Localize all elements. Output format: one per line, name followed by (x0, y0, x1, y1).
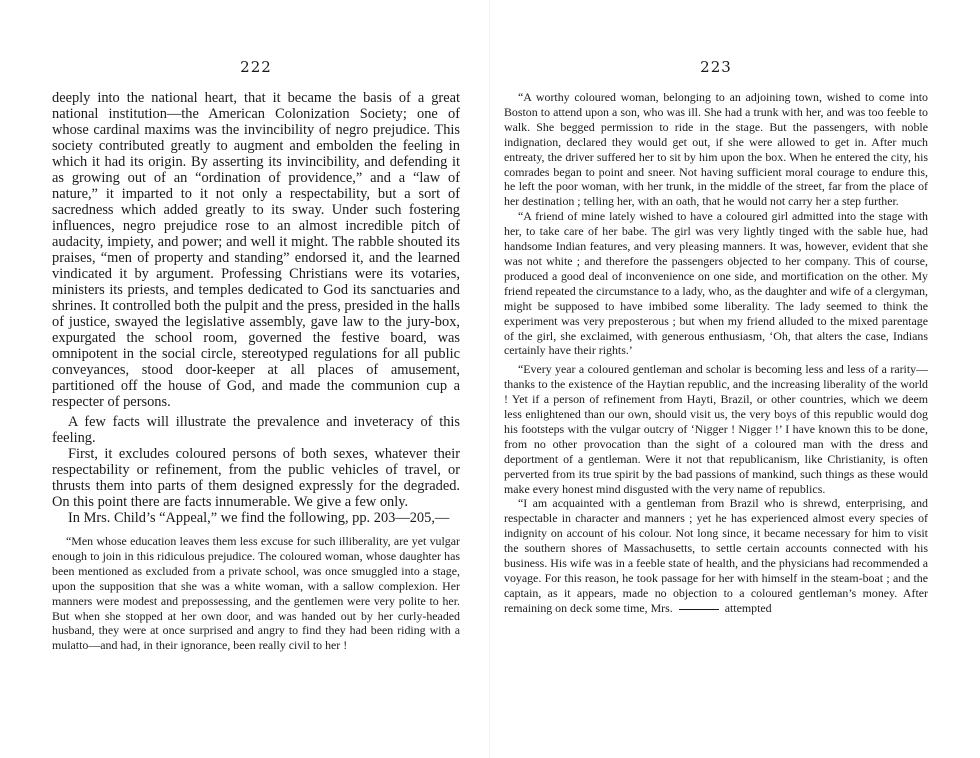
quote-paragraph: “A friend of mine lately wished to have a coloured girl admitted into the stage with her, to take care of her babe. The girl was very lightly tinged with the sable hue, had handsome Indian features, and very pleasing manners. It was, however, evident that she was not white ; and therefore the passengers objected to her company. This of course, produced a good deal of inconvenience on one side, and mortification on the other. My friend repeated the circumstance to a lady, who, as the daughter and wife of a clergyman, might be supposed to have imbibed some liberality. The lady seemed to think the experiment was very preposterous ; but when my friend alluded to the mixed parentage of the girl, she exclaimed, with generous enthusiasm, ‘Oh, that alters the case, Indians certainly have their rights.’ (504, 209, 928, 358)
block-quote (52, 534, 460, 653)
quote-paragraph (504, 496, 928, 615)
page-number: 222 (240, 58, 272, 76)
body-text (52, 90, 460, 526)
paragraph: A few facts will illustrate the prevalence and inveteracy of this feeling. (52, 414, 460, 446)
name-dash (679, 609, 719, 610)
quote-paragraph: “A worthy coloured woman, belonging to an adjoining town, wished to come into Boston to attend upon a son, who was ill. She had a trunk with her, and was too feeble to walk. She begged permission to ride in the stage. But the passengers, with noble indignation, declared they would get out, if she were allowed to get in. After much entreaty, the driver suffered her to sit by him upon the box. When he entered the city, his comrades began to point and sneer. Not having sufficient moral courage to endure this, he left the poor woman, with her trunk, in the middle of the street, far from the place of her destination ; telling her, with an oath, that he would not carry her a step further. (504, 90, 928, 209)
paragraph: deeply into the national heart, that it became the basis of a great national institution—the American Colonization Society; one of whose cardinal maxims was the invincibility of negro prejudice. This society contributed greatly to augment and embolden the feeling in which it had its origin. By asserting its invincibility, and defending it as growing out of an “ordination of providence,” and a “law of nature,” it imparted to it not only a respectability, but a sort of sacredness which added greatly to its sway. Under such fostering influences, negro prejudice rose to an almost incredible pitch of audacity, impiety, and power; and well it might. The rabble shouted its praises, “men of property and standing” endorsed it, and the learned vindicated it by argument. Professing Christians were its votaries, ministers its priests, and temples dedicated to God its sanctuaries and shrines. It controlled both the pulpit and the press, presided in the halls of justice, swayed the legislative assembly, gave law to the jury-box, expurgated the school room, governed the festive board, was omnipotent in the social circle, stereotyped regulations for all public conveyances, stood door-keeper at all places of amusement, partitioned off the house of God, and made the communion cup a respecter of persons. (52, 90, 460, 410)
quote-paragraph: “Men whose education leaves them less excuse for such illiberality, are yet vulgar enough to join in this ridiculous prejudice. The coloured woman, whose daughter has been mentioned as excluded from a private school, was once smuggled into a stage, upon the supposition that she was a white woman, with a sallow complexion. Her manners were modest and prepossessing, and the gentlemen were very polite to her. But when she stopped at her own door, and was handed out by her curly-headed husband, they were at once surprised and angry to find they had been riding with a mulatto—and had, in their ignorance, been really civil to her ! (52, 534, 460, 653)
last-word: attempted (724, 600, 772, 615)
right-page (490, 0, 980, 758)
quote-paragraph: “Every year a coloured gentleman and scholar is becoming less and less of a rarity—thanks to the existence of the Haytian republic, and the increasing liberality of the world ! Yet if a person of refinement from Hayti, Brazil, or other countries, which we deem less enlightened than our own, should visit us, the very boys of this republic would dog his footsteps with the vulgar outcry of ‘Nigger ! Nigger !’ I have known this to be done, from no other provocation than the sight of a coloured man with the dress and deportment of a gentleman. Were it not that republicanism, like Christianity, is often perverted from its true spirit by the bad passions of mankind, such things as these would make every honest mind disgusted with the very name of republics. (504, 362, 928, 496)
page-number: 223 (700, 58, 732, 76)
paragraph: In Mrs. Child’s “Appeal,” we find the following, pp. 203—205,— (68, 510, 450, 526)
paragraph: First, it excludes coloured persons of both sexes, whatever their respectability or refinement, from the public vehicles of travel, or thrusts them into parts of them designed expressly for the degraded. On this point there are facts innumerable. We give a few only. (52, 446, 460, 510)
block-quote (504, 90, 928, 616)
quote-text: “I am acquainted with a gentleman from Brazil who is shrewd, enterprising, and respectable in character and manners ; yet he has experienced almost every species of indignity on account of his colour. Not long since, it became necessary for him to visit the southern shores of Massachusetts, to settle certain accounts connected with his business. His wife was in a feeble state of health, and the physicians had recommended a voyage. For this reason, he took passage for her with himself in the steam-boat ; and the captain, as it appears, made no objection to a coloured gentleman’s money. After remaining on deck some time, Mrs. (504, 496, 928, 615)
